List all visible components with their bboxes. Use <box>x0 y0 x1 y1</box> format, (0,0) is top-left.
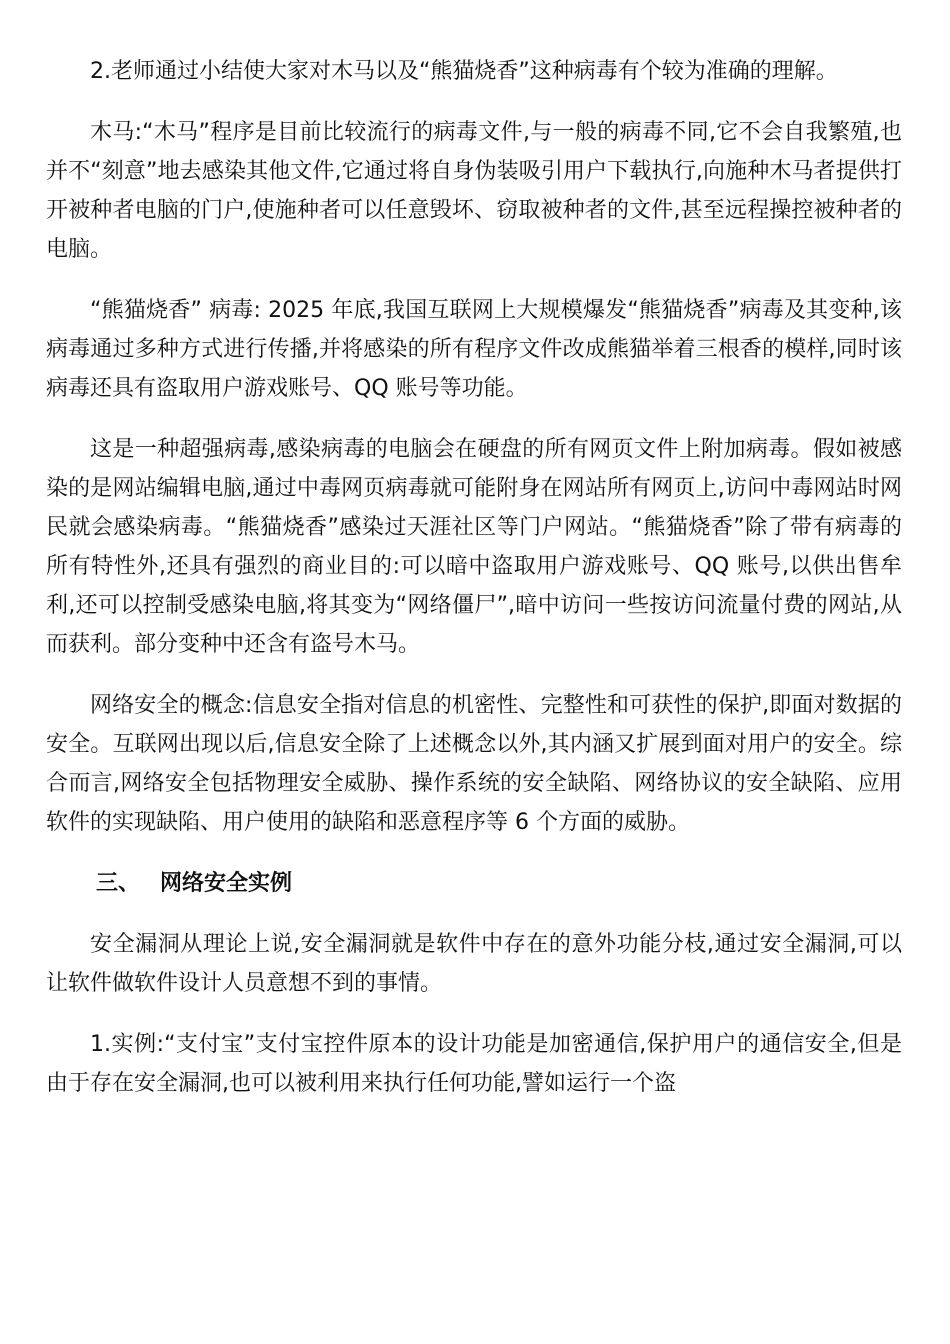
paragraph-summary: 2.老师通过小结使大家对木马以及“熊猫烧香”这种病毒有个较为准确的理解。 <box>90 59 838 84</box>
paragraph-network-security-concept: 网络安全的概念:信息安全指对信息的机密性、完整性和可获性的保护,即面对数据的安全。互联网出现以后,信息安全除了上述概念以外,其内涵又扩展到面对用户的安全。综合而言,网络安全包括物理安全威胁、操作系统的安全缺陷、网络协议的安全缺陷、应用软件的实现缺陷、用户使用的缺陷和恶意程序等 6 个方面的威胁。 <box>46 693 902 835</box>
section-heading <box>46 864 902 903</box>
document-page <box>46 52 902 1125</box>
paragraph-alipay-example: 1.实例:“支付宝”支付宝控件原本的设计功能是加密通信,保护用户的通信安全,但是由于存在安全漏洞,也可以被利用来执行任何功能,譬如运行一个盗 <box>46 1032 902 1096</box>
paragraph-security-vulnerability: 安全漏洞从理论上说,安全漏洞就是软件中存在的意外功能分枝,通过安全漏洞,可以让软件做软件设计人员意想不到的事情。 <box>46 932 902 996</box>
paragraph-panda-virus: “熊猫烧香” 病毒: 2025 年底,我国互联网上大规模爆发“熊猫烧香”病毒及其变种,该病毒通过多种方式进行传播,并将感染的所有程序文件改成熊猫举着三根香的模样,同时该病毒还具有盗取用户游戏账号、QQ 账号等功能。 <box>46 298 902 401</box>
paragraph-trojan: 木马:“木马”程序是目前比较流行的病毒文件,与一般的病毒不同,它不会自我繁殖,也并不“刻意”地去感染其他文件,它通过将自身伪装吸引用户下载执行,向施种木马者提供打开被种者电脑的门户,使施种者可以任意毁坏、窃取被种者的文件,甚至远程操控被种者的电脑。 <box>46 120 902 262</box>
section-title: 网络安全实例 <box>160 871 293 896</box>
section-number: 三、 <box>96 871 141 896</box>
paragraph-virus-details: 这是一种超强病毒,感染病毒的电脑会在硬盘的所有网页文件上附加病毒。假如被感染的是网站编辑电脑,通过中毒网页病毒就可能附身在网站所有网页上,访问中毒网站时网民就会感染病毒。“熊猫烧香”感染过天涯社区等门户网站。“熊猫烧香”除了带有病毒的所有特性外,还具有强烈的商业目的:可以暗中盗取用户游戏账号、QQ 账号,以供出售牟利,还可以控制受感染电脑,将其变为“网络僵尸”,暗中访问一些按访问流量付费的网站,从而获利。部分变种中还含有盗号木马。 <box>46 437 902 657</box>
